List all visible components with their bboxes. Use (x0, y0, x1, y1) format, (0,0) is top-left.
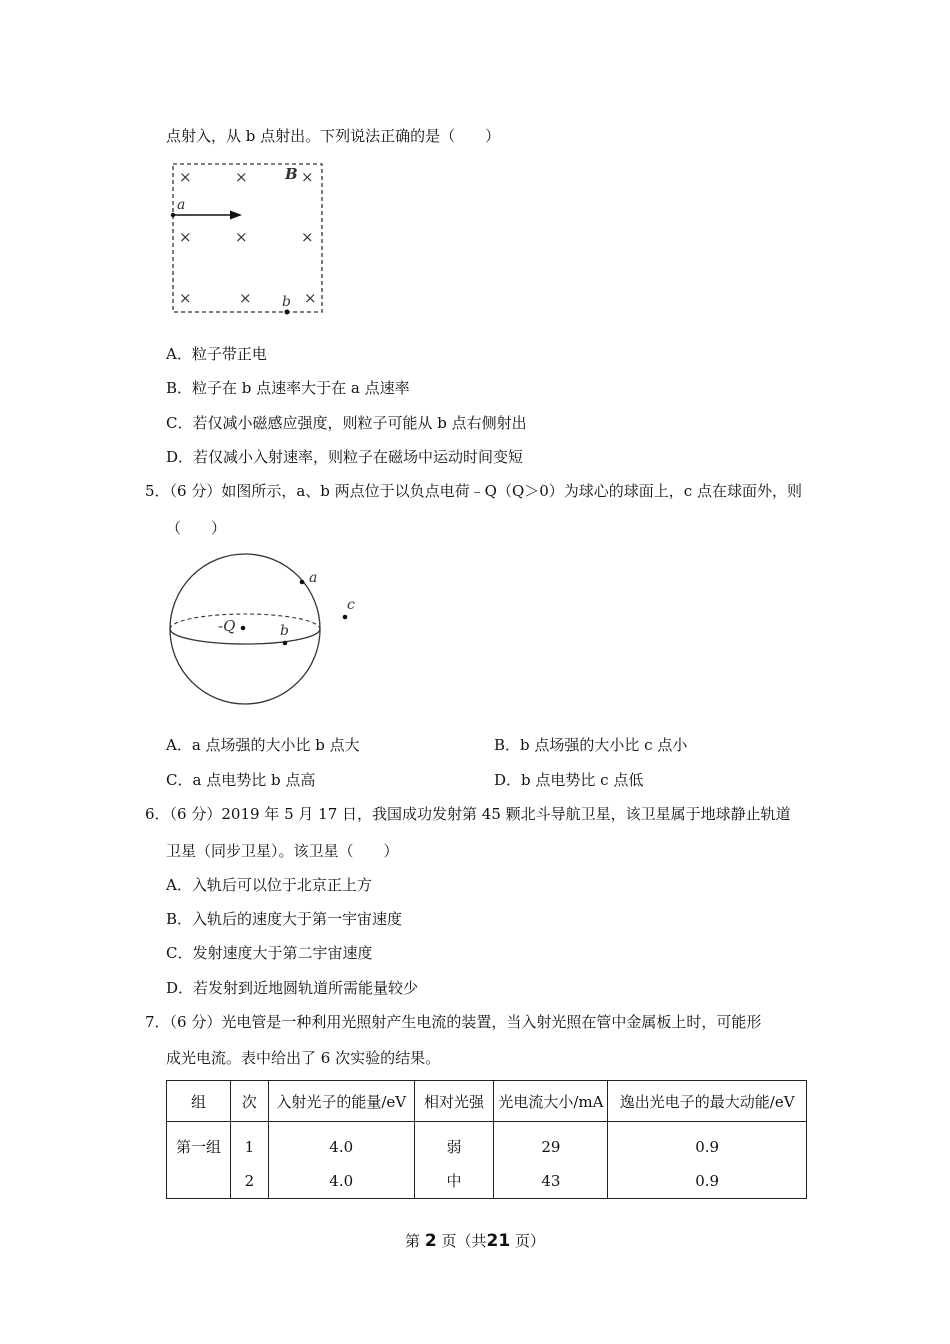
q4-option-d: D．若仅减小入射速率，则粒子在磁场中运动时间变短 (166, 448, 524, 466)
table-header-row (167, 1081, 807, 1122)
current-value: 29 (541, 1138, 561, 1156)
velocity-arrow-head-icon (230, 211, 242, 220)
header-current: 光电流大小/mA (494, 1081, 608, 1122)
point-c-label: c (347, 597, 355, 613)
footer-prefix: 第 (405, 1232, 421, 1250)
table-row (167, 1122, 807, 1199)
equator-front (170, 629, 320, 644)
field-marks (179, 168, 317, 307)
intensity-value: 弱 (446, 1138, 462, 1156)
trial-number: 2 (244, 1172, 255, 1190)
point-a-dot (300, 580, 305, 585)
q5-option-d: D．b 点电势比 c 点低 (494, 771, 644, 789)
equator-back (170, 614, 320, 629)
trial-number: 1 (244, 1138, 255, 1156)
header-group: 组 (167, 1081, 231, 1122)
results-table (166, 1080, 807, 1199)
intensity-value: 中 (446, 1172, 462, 1190)
field-label-b: B (285, 165, 298, 183)
field-mark-icon: × (304, 289, 317, 307)
energy-value: 4.0 (329, 1172, 354, 1190)
charge-dot (241, 626, 246, 631)
field-mark-icon: × (179, 289, 192, 307)
header-intensity: 相对光强 (414, 1081, 494, 1122)
charge-label: -Q (218, 617, 236, 635)
point-a-label: a (177, 197, 186, 213)
header-max-ke: 逸出光电子的最大动能/eV (608, 1081, 807, 1122)
point-b-dot (283, 641, 288, 646)
q6-stem-line1: 6．（6 分）2019 年 5 月 17 日，我国成功发射第 45 颗北斗导航卫星，该卫星属于地球静止轨道 (145, 805, 791, 823)
q5-option-b: B．b 点场强的大小比 c 点小 (494, 736, 688, 754)
energy-value: 4.0 (329, 1138, 354, 1156)
ke-cell (608, 1122, 807, 1199)
q5-sphere-figure (160, 550, 370, 715)
q5-stem-line1: 5．（6 分）如图所示，a、b 两点位于以负点电荷﹣Q（Q＞0）为球心的球面上，c 点在球面外，则 (145, 482, 802, 500)
q6-option-d: D．若发射到近地圆轨道所需能量较少 (166, 979, 419, 997)
page-number: 2 (424, 1231, 437, 1251)
point-a-label: a (309, 570, 318, 586)
q5-stem-line2: （ ） (166, 519, 227, 537)
intensity-cell (414, 1122, 494, 1199)
q4-magnetic-field-figure (160, 155, 340, 325)
field-mark-icon: × (235, 168, 248, 186)
ke-value: 0.9 (695, 1172, 720, 1190)
field-mark-icon: × (239, 289, 252, 307)
q4-option-a: A．粒子带正电 (166, 345, 267, 363)
q4-stem-tail: 点射入，从 b 点射出。下列说法正确的是（ ） (166, 127, 501, 145)
q4-option-c: C．若仅减小磁感应强度，则粒子可能从 b 点右侧射出 (166, 414, 527, 432)
point-b-label: b (282, 294, 291, 310)
group-cell: 第一组 (167, 1122, 231, 1199)
footer-suffix: 页） (514, 1232, 545, 1250)
q5-option-c: C．a 点电势比 b 点高 (166, 771, 316, 789)
field-mark-icon: × (301, 168, 314, 186)
q7-stem-line1: 7．（6 分）光电管是一种利用光照射产生电流的装置，当入射光照在管中金属板上时，可能形 (145, 1013, 762, 1031)
q7-stem-line2: 成光电流。表中给出了 6 次实验的结果。 (166, 1049, 441, 1067)
q6-option-c: C．发射速度大于第二宇宙速度 (166, 944, 373, 962)
q4-option-b: B．粒子在 b 点速率大于在 a 点速率 (166, 379, 410, 397)
total-pages: 21 (486, 1231, 511, 1251)
field-mark-icon: × (179, 168, 192, 186)
ke-value: 0.9 (695, 1138, 720, 1156)
field-mark-icon: × (235, 228, 248, 246)
point-b-label: b (280, 623, 289, 639)
field-mark-icon: × (301, 228, 314, 246)
header-photon-energy: 入射光子的能量/eV (268, 1081, 414, 1122)
q6-stem-line2: 卫星（同步卫星）。该卫星（ ） (166, 842, 399, 860)
q6-option-b: B．入轨后的速度大于第一宇宙速度 (166, 910, 403, 928)
current-cell (494, 1122, 608, 1199)
trial-cell (230, 1122, 268, 1199)
current-value: 43 (541, 1172, 561, 1190)
q6-option-a: A．入轨后可以位于北京正上方 (166, 876, 372, 894)
field-mark-icon: × (179, 228, 192, 246)
q5-option-a: A．a 点场强的大小比 b 点大 (166, 736, 360, 754)
point-c-dot (343, 615, 348, 620)
energy-cell (268, 1122, 414, 1199)
page-footer (0, 1230, 950, 1251)
point-b-dot (285, 310, 290, 315)
footer-middle: 页（共 (441, 1232, 487, 1250)
header-trial: 次 (230, 1081, 268, 1122)
